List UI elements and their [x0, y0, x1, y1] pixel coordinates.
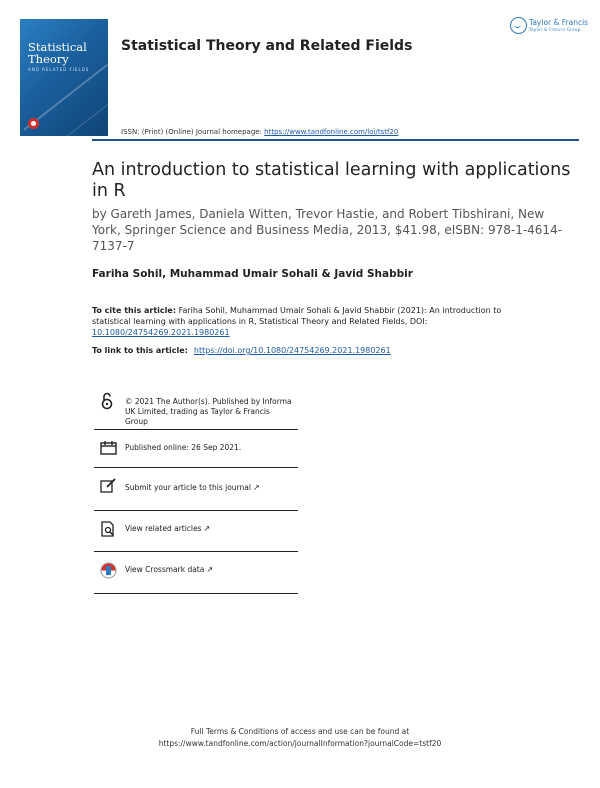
related-articles-link[interactable]	[125, 524, 210, 534]
crossmark-link[interactable]	[125, 565, 213, 575]
cover-publisher-logo	[28, 118, 39, 129]
journal-title: Statistical Theory and Related Fields	[121, 38, 413, 54]
external-link-icon: ↗	[252, 483, 260, 492]
logo-icon	[510, 17, 527, 34]
submit-article-item[interactable]	[94, 468, 298, 511]
journal-homepage-link[interactable]: https://www.tandfonline.com/loi/tstf20	[264, 128, 399, 136]
license-item	[94, 388, 298, 430]
link-label: To link to this article:	[92, 346, 188, 355]
book-details: by Gareth James, Daniela Witten, Trevor Hastie, and Robert Tibshirani, New York, Springer Science and Business Media, 2013, $41.98, eISBN: 978-1-4614-7137-7	[92, 207, 563, 253]
journal-cover	[20, 19, 108, 136]
calendar-icon	[100, 440, 117, 459]
license-text: © 2021 The Author(s). Published by Informa UK Limited, trading as Taylor & Francis Group	[125, 397, 292, 426]
edit-icon	[100, 478, 117, 497]
crossmark-icon	[100, 562, 117, 583]
related-articles-icon	[100, 521, 117, 542]
article-title: An introduction to statistical learning with applications in R	[92, 160, 571, 201]
taylor-francis-logo	[510, 17, 589, 37]
citation-label: To cite this article:	[92, 306, 177, 315]
article-url-link[interactable]: https://doi.org/10.1080/24754269.2021.1980261	[193, 346, 391, 355]
article-link-line	[92, 346, 391, 355]
footer-terms-link[interactable]: https://www.tandfonline.com/action/journalInformation?journalCode=tstf20	[158, 739, 442, 748]
footer-terms-text: Full Terms & Conditions of access and use can be found at	[190, 727, 410, 736]
related-articles-item[interactable]	[94, 511, 298, 552]
issn-text: ISSN: (Print) (Online) Journal homepage:	[121, 128, 265, 136]
article-info-list	[94, 388, 298, 594]
cover-subtitle: AND RELATED FIELDS	[28, 67, 90, 72]
crossmark-label: View Crossmark data	[125, 565, 205, 574]
doi-link[interactable]: 10.1080/24754269.2021.1980261	[92, 328, 230, 337]
issn-line	[121, 128, 398, 136]
authors: Fariha Sohil, Muhammad Umair Sohali & Javid Shabbir	[92, 268, 413, 280]
submit-article-link[interactable]	[125, 483, 260, 493]
citation-block	[92, 305, 522, 338]
citation-text: Fariha Sohil, Muhammad Umair Sohali & Javid Shabbir (2021): An introduction to statistical learning with applications in R, Statistical Theory and Related Fields, DOI:	[92, 306, 502, 326]
footer	[0, 726, 600, 750]
external-link-icon: ↗	[206, 565, 214, 574]
cover-title: Statistical Theory	[28, 40, 87, 66]
open-access-icon	[100, 392, 114, 414]
header-rule	[92, 139, 579, 141]
logo-text: Taylor & Francis	[529, 18, 589, 27]
logo-subtext: Taylor & Francis Group	[529, 27, 581, 32]
published-date-text: Published online: 26 Sep 2021.	[125, 443, 242, 452]
crossmark-item[interactable]	[94, 552, 298, 594]
external-link-icon: ↗	[203, 524, 211, 533]
related-articles-label: View related articles	[125, 524, 202, 533]
published-date-item	[94, 430, 298, 468]
submit-article-label: Submit your article to this journal	[125, 483, 251, 492]
